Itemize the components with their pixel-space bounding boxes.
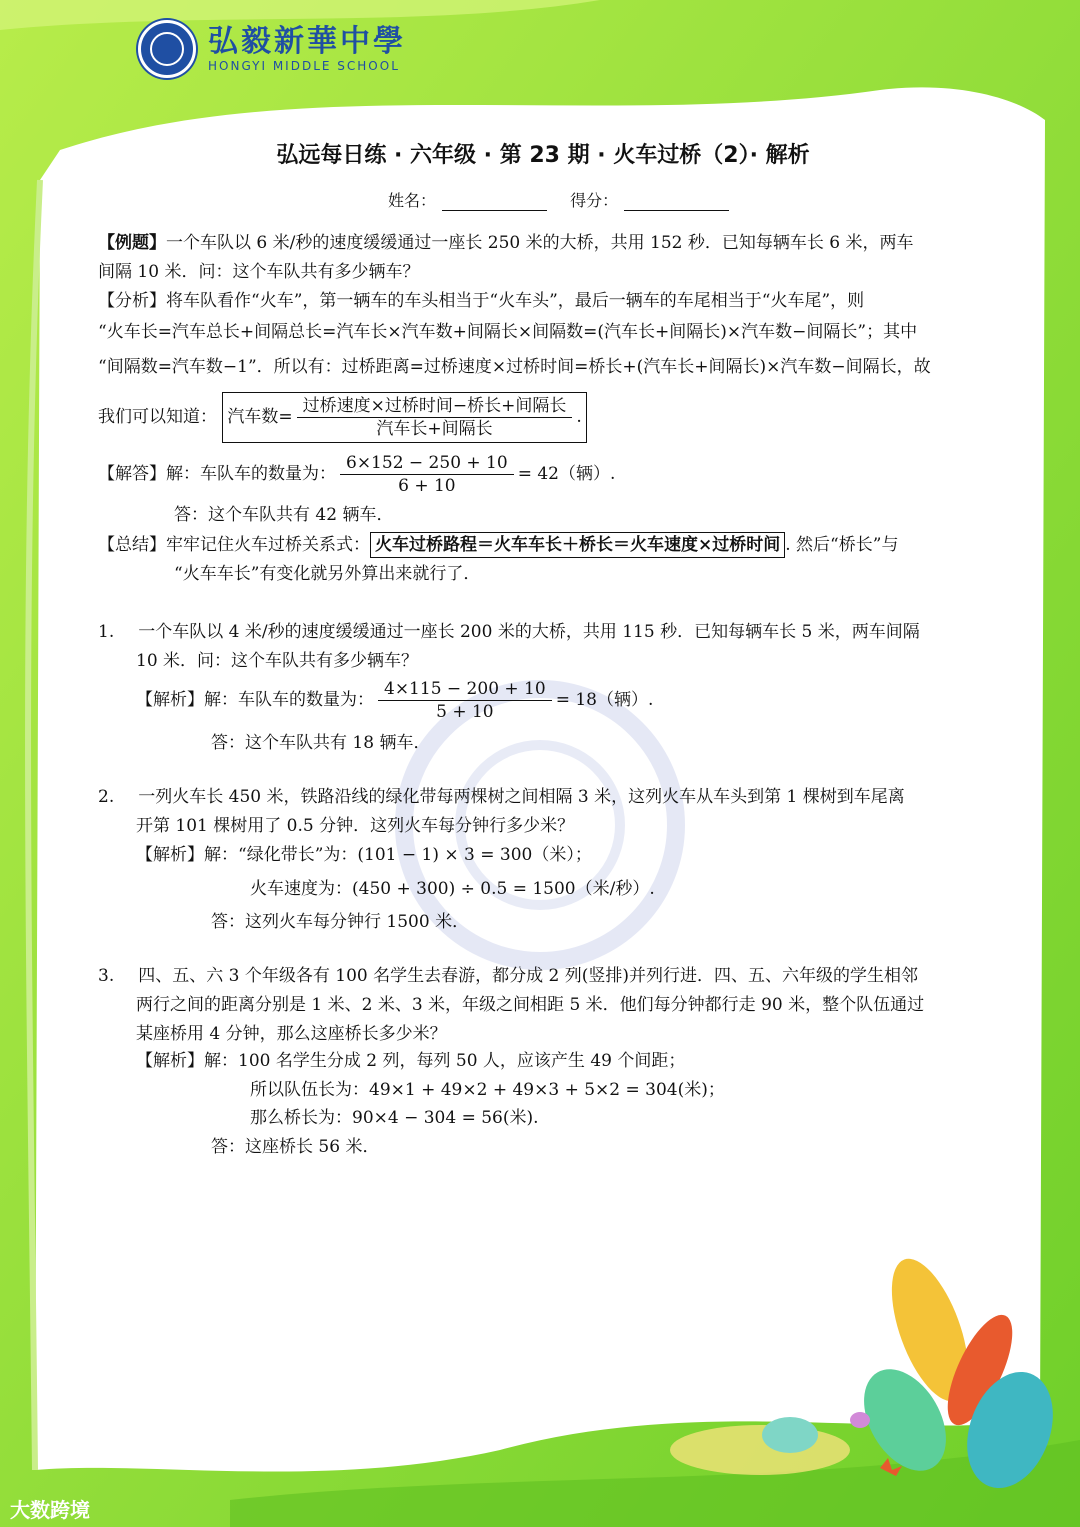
score-label: 得分： (570, 191, 619, 210)
name-score-bar (388, 188, 747, 211)
q3-line-3: 某座桥用 4 分钟，那么这座桥长多少米？ (136, 1024, 447, 1044)
example-line-1: 【例题】一个车队以 6 米/秒的速度缓缓通过一座长 250 米的大桥，共用 152 秒．已知每辆车长 6 米，两车 (98, 233, 914, 253)
q1-final: 答：这个车队共有 18 辆车． (211, 733, 431, 753)
q1-line-2: 10 米．问：这个车队共有多少辆车？ (136, 651, 419, 671)
name-field[interactable] (442, 192, 547, 211)
q3-step-2: 所以队伍长为：49×1 + 49×2 + 49×3 + 5×2 = 304(米)； (250, 1080, 725, 1100)
school-name-cn: 弘毅新華中學 (208, 24, 406, 59)
q3-step-3: 那么桥长为：90×4 − 304 = 56(米). (250, 1108, 539, 1128)
analysis-line-1: 【分析】将车队看作“火车”，第一辆车的车头相当于“火车头”，最后一辆车的车尾相当于“火车尾”，则 (98, 291, 865, 311)
q2-step-1: 【解析】解：“绿化带长”为：(101 − 1) × 3 = 300（米）； (136, 845, 592, 865)
summary-line-2: “火车车长”有变化就另外算出来就行了． (174, 564, 481, 584)
score-field[interactable] (624, 192, 729, 211)
school-seal-icon (138, 20, 196, 78)
answer-line: 【解答】解：车队车的数量为： $\frac{6\times 152 - 250 + 10}{6 + 10}$ = 42（辆）. (98, 453, 616, 496)
analysis-line-2: “火车长=汽车总长+间隔总长=汽车长×汽车数+间隔长×间隔数=(汽车长+间隔长)×汽车数−间隔长”；其中 (98, 322, 918, 342)
page-title: 弘远每日练 · 六年级 · 第 23 期 · 火车过桥（2）· 解析 (276, 143, 810, 168)
analysis-line-3: “间隔数=汽车数−1”．所以有：过桥距离=过桥速度×过桥时间=桥长+(汽车长+间隔长)×汽车数−间隔长，故 (98, 357, 931, 377)
analysis-formula-line: 我们可以知道： 汽车数= $\frac{\text{过桥速度×过桥时间−桥长+间隔长}}{\text{汽车长+间隔长}}$ . (98, 392, 587, 443)
footer-brand: 大数跨境 (10, 1498, 90, 1522)
q2-line-2: 开第 101 棵树用了 0.5 分钟．这列火车每分钟行多少米？ (136, 816, 575, 836)
q2-final: 答：这列火车每分钟行 1500 米． (211, 912, 470, 932)
example-line-2: 间隔 10 米．问：这个车队共有多少辆车？ (98, 262, 420, 282)
summary-line-1: 【总结】牢牢记住火车过桥关系式： 火车过桥路程＝火车车长＋桥长＝火车速度×过桥时间 . 然后“桥长”与 (98, 532, 898, 558)
q1-solution: 【解析】解：车队车的数量为： $\frac{4\times 115 - 200 + 10}{5 + 10}$ = 18（辆）. (136, 679, 654, 722)
answer-final: 答：这个车队共有 42 辆车． (174, 505, 394, 525)
q3-line-2: 两行之间的距离分别是 1 米、2 米、3 米，年级之间相距 5 米．他们每分钟都行走 90 米，整个队伍通过 (136, 995, 925, 1015)
school-name-en: HONGYI MIDDLE SCHOOL (208, 59, 400, 73)
q2-line-1: 2. 一列火车长 450 米，铁路沿线的绿化带每两棵树之间相隔 3 米，这列火车从车头到第 1 棵树到车尾离 (98, 787, 905, 807)
q3-step-1: 【解析】解：100 名学生分成 2 列，每列 50 人，应该产生 49 个间距； (136, 1051, 686, 1071)
q3-line-1: 3. 四、五、六 3 个年级各有 100 名学生去春游，都分成 2 列(竖排)并列行进．四、五、六年级的学生相邻 (98, 966, 918, 986)
name-label: 姓名： (388, 191, 437, 210)
school-logo (138, 20, 406, 78)
q2-step-2: 火车速度为：(450 + 300) ÷ 0.5 = 1500（米/秒）. (250, 879, 655, 899)
formula-box: 汽车数= $\frac{\text{过桥速度×过桥时间−桥长+间隔长}}{\text{汽车长+间隔长}}$ . (222, 392, 586, 443)
q1-line-1: 1. 一个车队以 4 米/秒的速度缓缓通过一座长 200 米的大桥，共用 115 秒．已知每辆车长 5 米，两车间隔 (98, 622, 920, 642)
q3-final: 答：这座桥长 56 米． (211, 1137, 380, 1157)
